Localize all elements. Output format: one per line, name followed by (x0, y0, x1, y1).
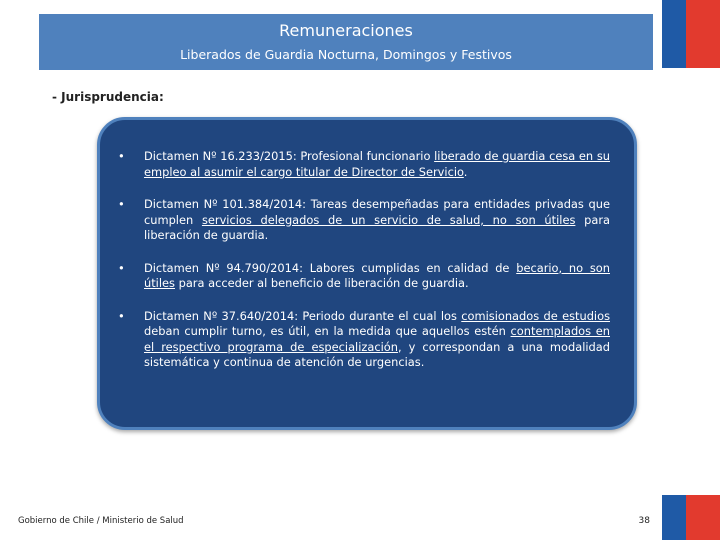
flag-red-band (686, 495, 720, 540)
footer-organization: Gobierno de Chile / Ministerio de Salud (18, 516, 184, 526)
item-text-mid: deban cumplir turno, es útil, en la medida que aquellos estén (144, 324, 511, 338)
list-item (118, 197, 610, 244)
item-text-end: . (463, 164, 468, 179)
page-number: 38 (638, 516, 650, 526)
slide-title: Remuneraciones (279, 21, 413, 40)
slide-subtitle: Liberados de Guardia Nocturna, Domingos y Festivos (180, 47, 512, 62)
jurisprudence-card (97, 117, 637, 430)
item-text: Labores cumplidas en calidad de (302, 260, 517, 275)
flag-blue-band (662, 0, 686, 68)
item-text-end: , y correspondan a una modalidad sistemática y continua de atención de urgencias. (144, 339, 610, 369)
flag-stripe-top (662, 0, 720, 68)
bullet-icon: • (118, 308, 125, 323)
item-text: Tareas desempeñadas para entidades privadas que cumplen (144, 197, 610, 227)
bullet-icon: • (118, 260, 125, 275)
flag-red-band (686, 0, 720, 68)
bullet-icon: • (118, 149, 125, 163)
flag-stripe-bottom (662, 495, 720, 540)
item-highlight: liberado de guardia cesa en su empleo al asumir el cargo titular de Director de Servicio (144, 149, 610, 179)
bullet-icon: • (118, 197, 125, 211)
list-item (118, 149, 610, 180)
dictamen-ref: Dictamen Nº 16.233/2015: (144, 149, 297, 163)
title-banner (39, 14, 653, 70)
item-text-end: para liberación de guardia. (144, 212, 610, 242)
item-highlight: comisionados de estudios (461, 308, 610, 323)
item-highlight: servicios delegados de un servicio de salud, no son útiles (201, 212, 576, 227)
list-item (118, 309, 610, 371)
section-label: - Jurisprudencia: (52, 90, 164, 104)
dictamen-ref: Dictamen Nº 94.790/2014: (144, 260, 303, 275)
item-highlight-2: contemplados en el respectivo programa de especialización (144, 324, 610, 354)
item-highlight: becario, no son útiles (144, 260, 610, 290)
flag-blue-band (662, 495, 686, 540)
dictamen-ref: Dictamen Nº 37.640/2014: (144, 308, 299, 323)
item-text: Periodo durante el cual los (298, 308, 462, 323)
list-item (118, 261, 610, 292)
item-text: Profesional funcionario (296, 149, 435, 163)
dictamen-ref: Dictamen Nº 101.384/2014: (144, 197, 307, 211)
item-text-end: para acceder al beneficio de liberación de guardia. (174, 276, 469, 290)
